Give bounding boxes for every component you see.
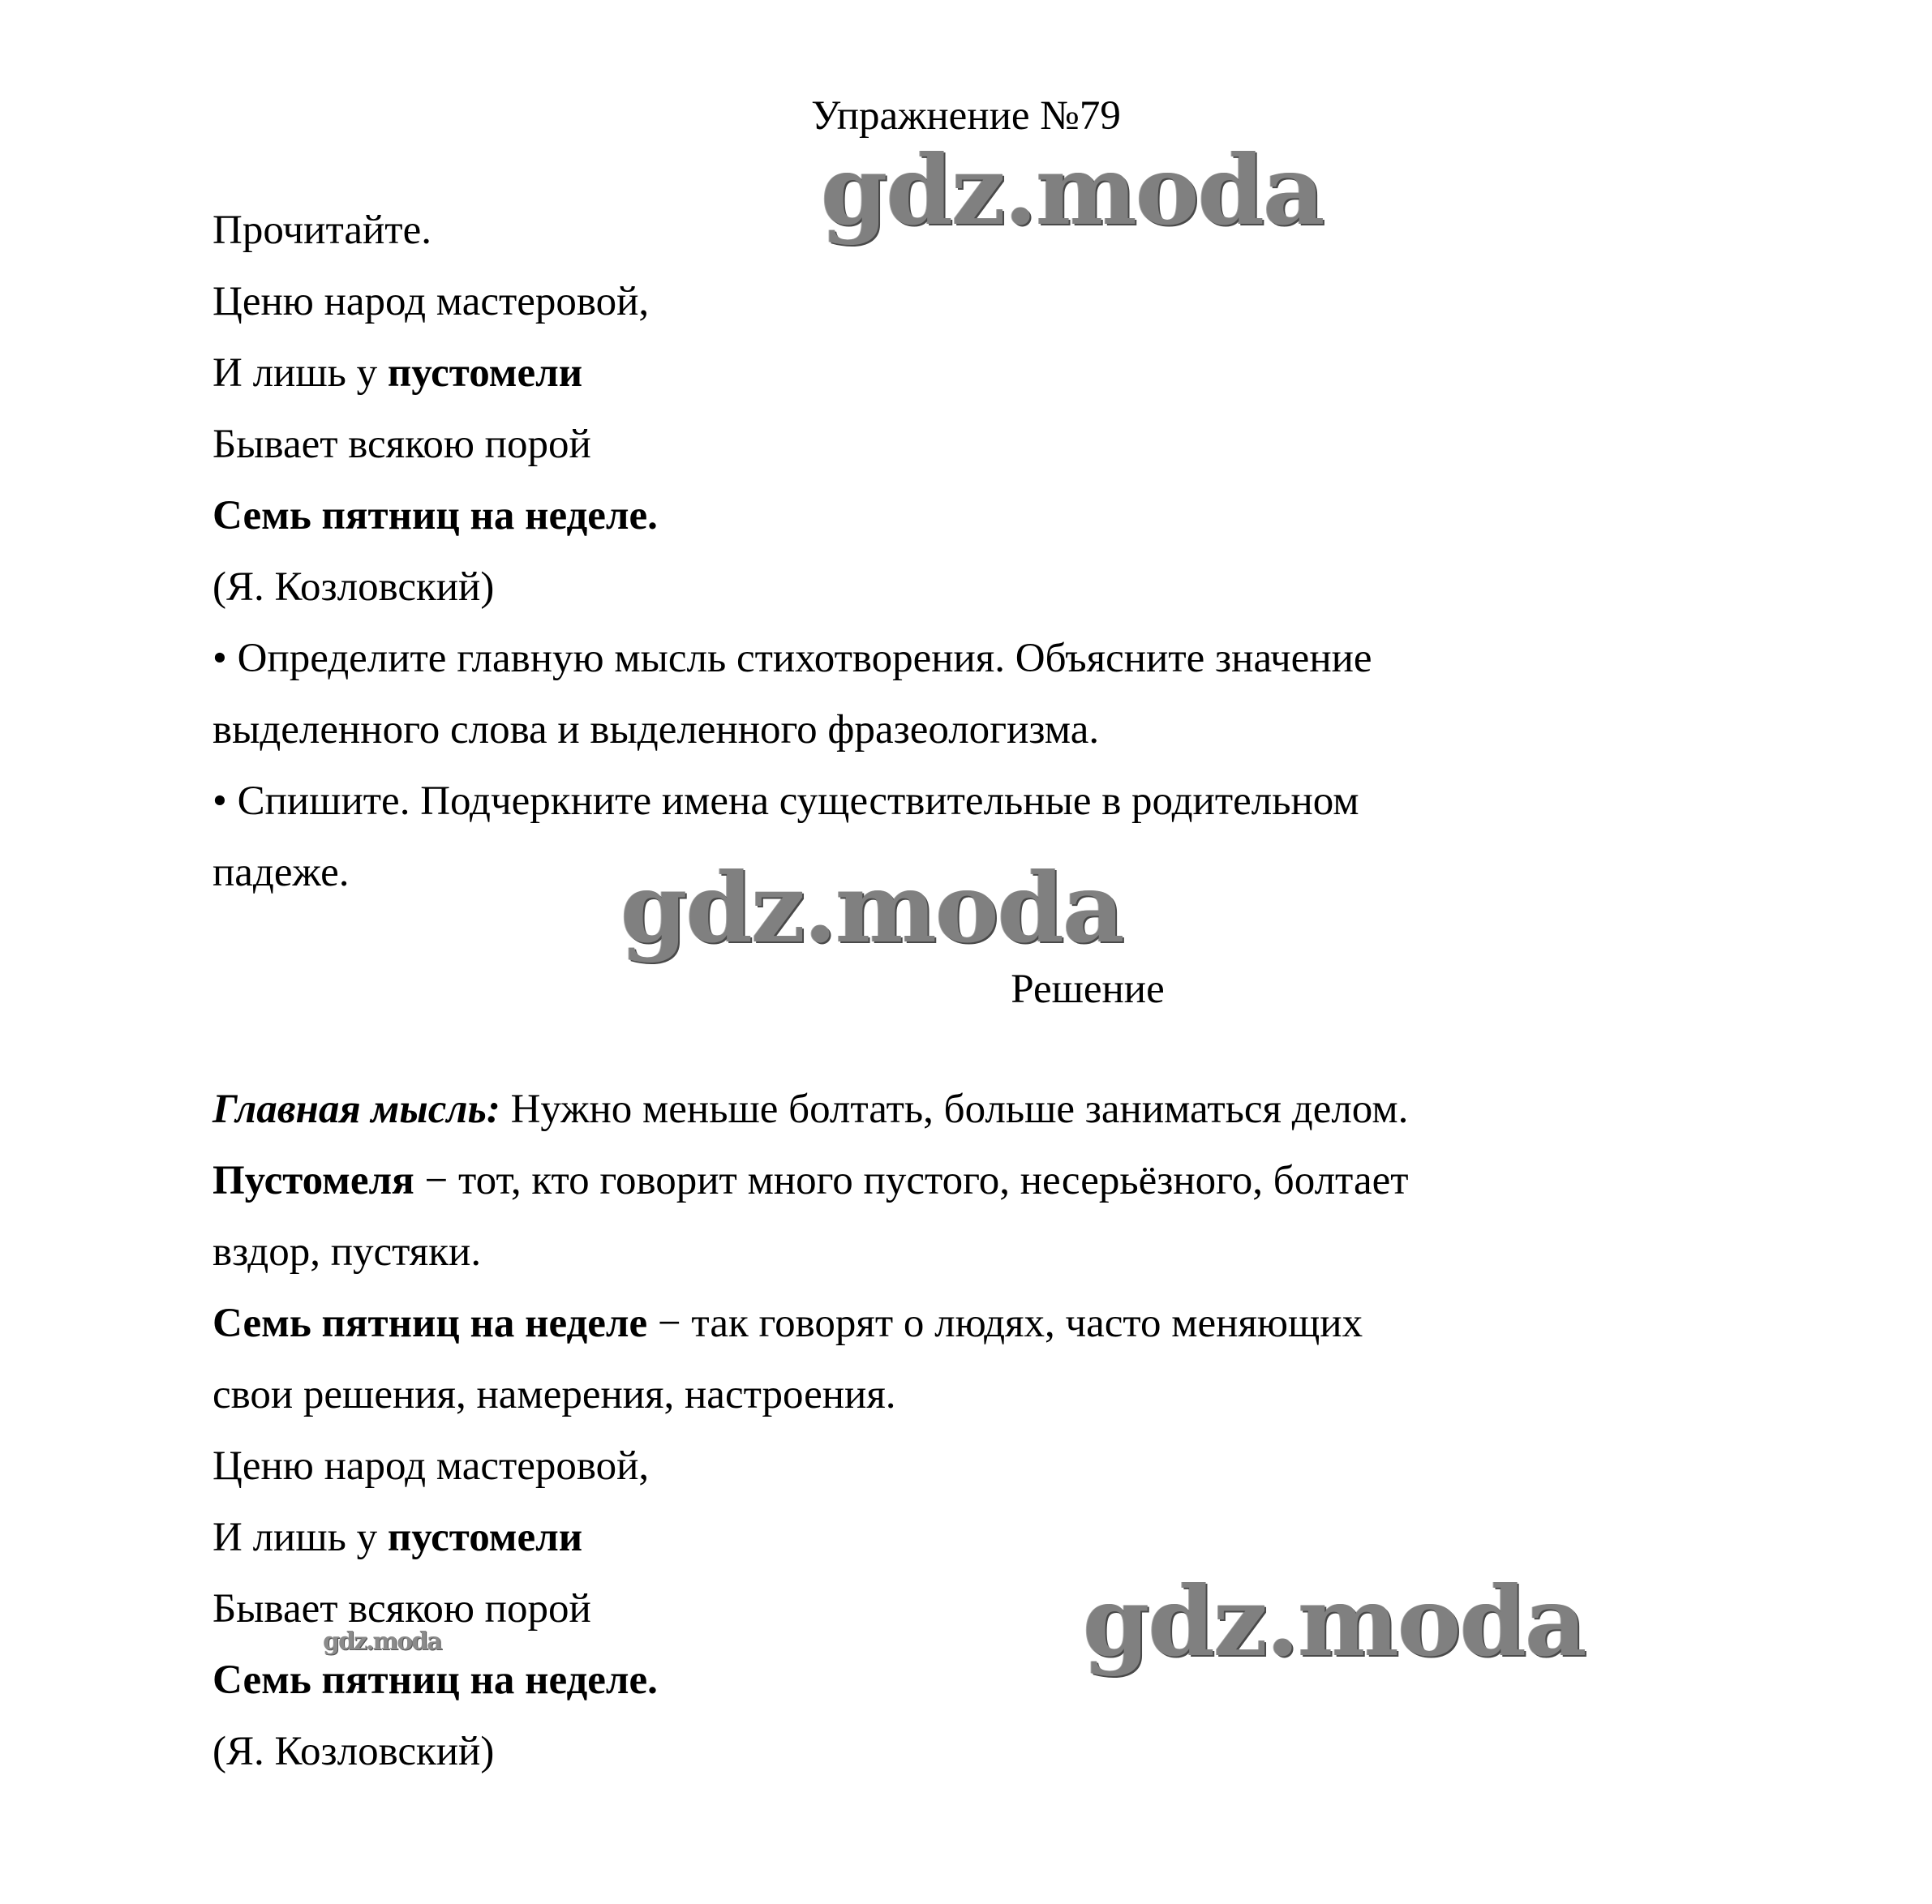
solution-term-1-line-1: Пустомеля − тот, кто говорит много пустого, несерьёзного, болтает [213, 1158, 1409, 1203]
highlighted-word: пустомели [387, 350, 583, 396]
solution-poem-line-2: И лишь у пустомели [213, 1515, 583, 1560]
task-bullet-2-line-2: падеже. [213, 850, 350, 895]
watermark-logo: gdz.moda [620, 851, 1123, 964]
solution-heading: Решение [1011, 967, 1165, 1012]
solution-poem-author: (Я. Козловский) [213, 1729, 495, 1774]
task-bullet-1-line-2: выделенного слова и выделенного фразеологизма. [213, 707, 1100, 753]
solution-poem-line-4: Семь пятниц на неделе. [213, 1657, 658, 1703]
exercise-title: Упражнение №79 [811, 93, 1121, 139]
watermark-logo: gdz.moda [821, 134, 1324, 247]
solution-term-2-line-2: свои решения, намерения, настроения. [213, 1372, 896, 1417]
solution-term-1-line-2: вздор, пустяки. [213, 1229, 482, 1275]
solution-term-2-line-1: Семь пятниц на неделе − так говорят о людях, часто меняющих [213, 1301, 1363, 1346]
solution-main-idea: Главная мысль: Нужно меньше болтать, больше заниматься делом. [213, 1087, 1409, 1132]
watermark-logo-small: gdz.moda [323, 1627, 441, 1656]
task-poem-line-3: Бывает всякою порой [213, 422, 591, 467]
task-poem-line-2: И лишь у пустомели [213, 350, 583, 396]
task-poem-line-4: Семь пятниц на неделе. [213, 493, 658, 538]
task-intro: Прочитайте. [213, 208, 431, 253]
task-poem-line-1: Ценю народ мастеровой, [213, 279, 650, 324]
highlighted-word: пустомели [387, 1515, 583, 1560]
task-bullet-1-line-1: • Определите главную мысль стихотворения. Объясните значение [213, 636, 1372, 681]
task-bullet-2-line-1: • Спишите. Подчеркните имена существительные в родительном [213, 778, 1359, 824]
task-poem-author: (Я. Козловский) [213, 564, 495, 610]
solution-poem-line-1: Ценю народ мастеровой, [213, 1443, 650, 1489]
watermark-logo: gdz.moda [1083, 1565, 1586, 1678]
solution-poem-line-3: Бывает всякою порой [213, 1586, 591, 1632]
